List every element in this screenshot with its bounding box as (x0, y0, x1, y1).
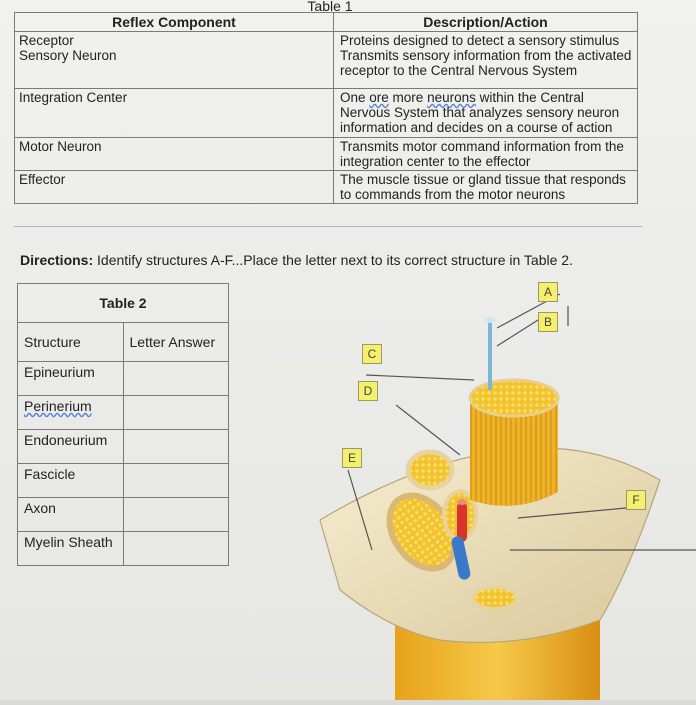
label-a: A (538, 282, 558, 302)
component-receptor: Receptor (19, 33, 74, 48)
table-row (18, 362, 229, 396)
table-row (15, 171, 638, 204)
reflex-table (14, 12, 638, 204)
artery-end (457, 499, 467, 505)
table-row (18, 498, 229, 532)
label-b: B (538, 312, 558, 332)
description-text: within the Central Nervous System that analyzes sensory neuron information and decides on a course of action (340, 90, 620, 135)
structure-axon: Axon (18, 498, 124, 532)
letter-answer-perinerium[interactable] (123, 396, 229, 430)
table-row (18, 464, 229, 498)
table2-header-letter: Letter Answer (123, 323, 229, 362)
directions-text: Identify structures A-F...Place the letter next to its correct structure in Table 2. (93, 252, 573, 268)
label-e: E (342, 448, 362, 468)
description-integration-center (334, 89, 638, 138)
directions-label: Directions: (20, 252, 94, 268)
structure-table (17, 283, 229, 566)
nerve-illustration (300, 270, 696, 700)
component-effector: Effector (15, 171, 334, 204)
fascicle-cross-section (473, 587, 517, 609)
label-c: C (362, 344, 382, 364)
leader-line-d (366, 375, 474, 380)
description-receptor: Proteins designed to detect a sensory stimulus (340, 33, 620, 48)
table-row (15, 138, 638, 171)
description-motor-neuron: Transmits motor command information from the integration center to the effector (334, 138, 638, 171)
description-effector: The muscle tissue or gland tissue that responds to commands from the motor neurons (334, 171, 638, 204)
structure-epineurium: Epineurium (18, 362, 124, 396)
structure-fascicle: Fascicle (18, 464, 124, 498)
letter-answer-endoneurium[interactable] (123, 430, 229, 464)
letter-answer-myelin-sheath[interactable] (123, 532, 229, 566)
component-motor-neuron: Motor Neuron (15, 138, 334, 171)
table1-cell-descriptions (334, 32, 638, 89)
table1-header-component: Reflex Component (15, 13, 334, 32)
directions (20, 252, 573, 268)
letter-answer-fascicle[interactable] (123, 464, 229, 498)
spellcheck-word: ore (369, 90, 389, 105)
table1-header-row (15, 13, 638, 32)
leader-line-d2 (396, 405, 460, 455)
axon-tip (485, 317, 495, 323)
letter-answer-axon[interactable] (123, 498, 229, 532)
table1-caption: Table 1 (307, 0, 353, 14)
table2-header-structure: Structure (18, 323, 124, 362)
spellcheck-word: neurons (427, 90, 476, 105)
table2-caption-row (18, 284, 229, 323)
table-row (15, 89, 638, 138)
component-integration-center: Integration Center (15, 89, 334, 138)
label-f: F (626, 490, 646, 510)
table1-header-description: Description/Action (334, 13, 638, 32)
nerve-cross-section-drawing (300, 270, 696, 700)
component-sensory-neuron: Sensory Neuron (19, 48, 117, 63)
table-row (18, 430, 229, 464)
table-row (15, 32, 638, 89)
structure-endoneurium: Endoneurium (18, 430, 124, 464)
description-text: more (388, 90, 428, 105)
divider (14, 226, 642, 227)
label-d: D (358, 381, 378, 401)
structure-myelin-sheath: Myelin Sheath (18, 532, 124, 566)
description-text: One (340, 90, 370, 105)
artery (457, 502, 467, 542)
description-sensory-neuron: Transmits sensory information from the activated receptor to the Central Nervous System (340, 48, 632, 78)
structure-perinerium: Perinerium (18, 396, 124, 430)
table2-header-row (18, 323, 229, 362)
leader-line-b (497, 320, 538, 346)
table2-caption: Table 2 (18, 284, 229, 323)
fascicle-top (470, 380, 558, 416)
table-row (18, 532, 229, 566)
table1-cell-components (15, 32, 334, 89)
letter-answer-epineurium[interactable] (123, 362, 229, 396)
table-row (18, 396, 229, 430)
fascicle-cross-section (408, 452, 452, 488)
